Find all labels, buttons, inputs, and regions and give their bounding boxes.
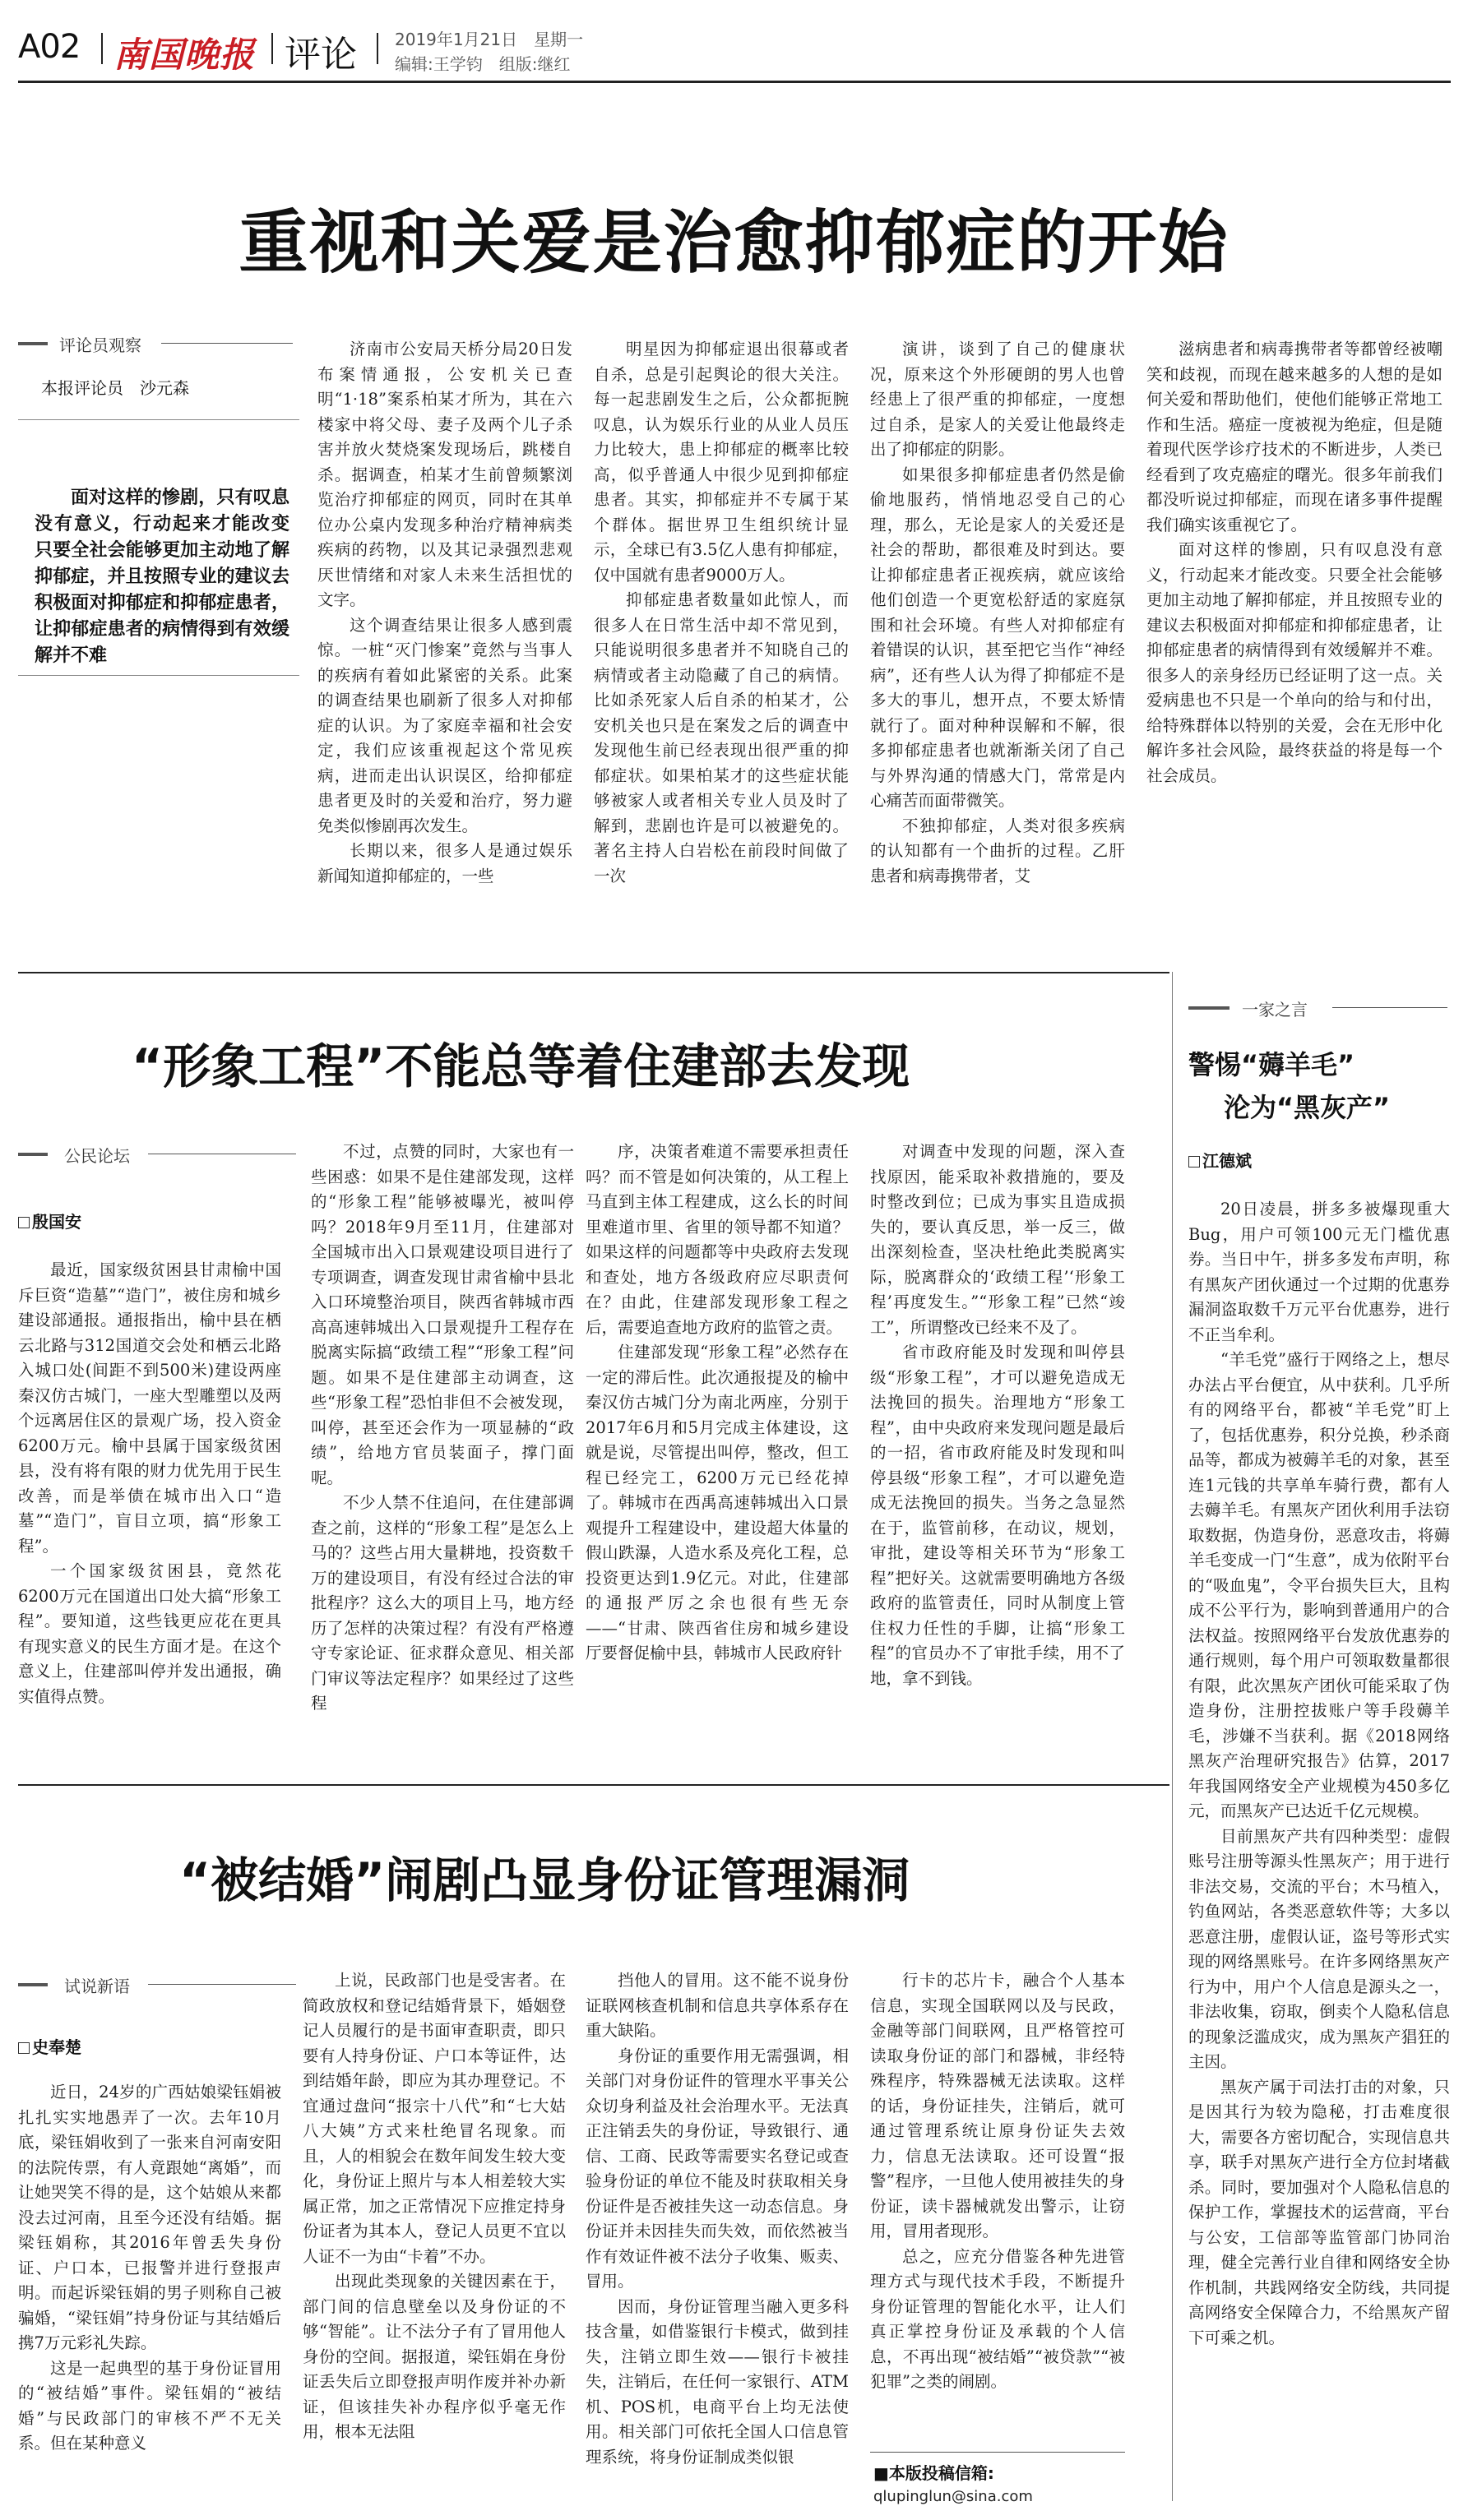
- paragraph: 上说，民政部门也是受害者。在简政放权和登记结婚背景下，婚姻登记人员履行的是书面审查职责，即只要有人持身份证、户口本等证件，达到结婚年龄，即应为其办理登记。不宜通过盘问“报宗十八代”和“七大姑八大姨”方式来杜绝冒名现象。而且，人的相貌会在数年间发生较大变化，身份证上照片与本人相差较大实属正常，加之正常情况下应推定持身份证者为其本人，登记人员更不宜以人证不一为由“卡着”不办。: [303, 1971, 566, 2266]
- article2-column-1: [18, 1258, 281, 1768]
- paragraph: 这个调查结果让很多人感到震惊。一桩“灭门惨案”竟然与当事人的疾病有着如此紧密的关系。此案的调查结果也刷新了很多人对抑郁症的认识。为了家庭幸福和社会安定，我们应该重视起这个常见疾病，进而走出认识误区，给抑郁症患者更及时的关爱和治疗，努力避免类似惨剧再次发生。: [317, 615, 572, 835]
- newspaper-logo: 南国晚报: [113, 35, 256, 75]
- article1-column-tag: 评论员观察: [59, 335, 141, 355]
- header-divider: [377, 33, 378, 64]
- paragraph: 黑灰产属于司法打击的对象，只是因其行为较为隐秘，打击难度很大，需要各方密切配合，实现信息共享，联手对黑灰产进行全方位封堵截杀。同时，要加强对个人隐私信息的保护工作，掌握技术的运营商，平台与公安，工信部等监管部门协同治理，健全完善行业自律和网络安全协作机制，共践网络安全防线，共同提高网络安全保障合力，不给黑灰产留下可乘之机。: [1188, 2077, 1450, 2347]
- paragraph: 明星因为抑郁症退出很幕或者自杀，总是引起舆论的很大关注。每一起悲剧发生之后，公众都扼腕叹息，认为娱乐行业的从业人员压力比较大，患上抑郁症的概率比较高，似乎普通人中很少见到抑郁症患者。其实，抑郁症并不专属于某个群体。据世界卫生组织统计显示，全球已有3.5亿人患有抑郁症，仅中国就有患者9000万人。: [594, 340, 849, 585]
- paragraph: 对调查中发现的问题，深入查找原因，能采取补救措施的，要及时整改到位；已成为事实且造成损失的，要认真反思，举一反三，做出深刻检查，坚决杜绝此类脱离实际，脱离群众的‘政绩工程’‘形象工程’再度发生。”“形象工程”已然“竣工”，所谓整改已经来不及了。: [870, 1142, 1125, 1337]
- article1-column-1: [317, 337, 572, 958]
- paragraph: 因而，身份证管理当融入更多科技含量，如借鉴银行卡模式，做到挂失，注销立即生效——银行卡被挂失，注销后，在任何一家银行、ATM机、POS机，电商平台上均无法使用。相关部门可依托全国人口信息管理系统，将身份证制成类似银: [586, 2296, 849, 2467]
- article1-lead: 面对这样的惨剧，只有叹息没有意义，行动起来才能改变 只要全社会能够更加主动地了解抑郁症，并且按照专业的建议去积极面对抑郁症和抑郁症患者，让抑郁症患者的病情得到有效缓解并不难: [35, 488, 308, 666]
- article4-body: [1188, 1197, 1450, 2509]
- column-tag-bar: [18, 1153, 48, 1156]
- paragraph: 一个国家级贫困县，竟然花6200万元在国道出口处大搞“形象工程”。要知道，这些钱更应花在更具有现实意义的民生方面才是。在这个意义上，住建部叫停并发出通报，确实值得点赞。: [18, 1561, 281, 1706]
- paragraph: 长期以来，很多人是通过娱乐新闻知道抑郁症的，一些: [317, 841, 572, 885]
- article4-headline-line2: 沦为“黑灰产”: [1224, 1092, 1391, 1123]
- article1-column-4: [1146, 337, 1443, 958]
- contribution-label: ■本版投稿信箱:: [873, 2463, 994, 2483]
- paragraph: 面对这样的惨剧，只有叹息没有意义，行动起来才能改变。只要全社会能够更加主动地了解抑郁症，并且按照专业的建议去积极面对抑郁症和抑郁症患者，让抑郁症患者的病情得到有效缓解并不难。很多人的亲身经历已经证明了这一点。关爱病患也不只是一个单向的给与和付出，给特殊群体以特别的关爱，会在无形中化解许多社会风险，最终获益的将是每一个社会成员。: [1146, 540, 1443, 785]
- article2-author: [18, 1209, 81, 1232]
- editor-credits: 编辑:王学钧 组版:继红: [395, 54, 571, 74]
- contribution-rule: [870, 2452, 1125, 2453]
- header-divider: [271, 33, 273, 64]
- article3-column-3: [586, 1968, 849, 2511]
- column-tag-bar: [18, 1983, 48, 1986]
- paragraph: 不过，点赞的同时，大家也有一些困惑：如果不是住建部发现，这样的“形象工程”能够被曝光，被叫停吗？2018年9月至11月，住建部对全国城市出入口景观建设项目进行了专项调查，调查发现甘肃省榆中县北入口环境整治项目，陕西省韩城市西高高速韩城出入口景观提升工程存在脱离实际搞“政绩工程”“形象工程”问题。如果不是住建部主动调查，这些“形象工程”恐怕非但不会被发现，叫停，甚至还会作为一项显赫的“政绩”，给地方官员装面子，撑门面呢。: [311, 1142, 574, 1487]
- author-box-icon: [18, 2042, 30, 2054]
- article1-column-2: [594, 337, 849, 958]
- article2-column-2: [311, 1140, 574, 1764]
- paragraph: 如果很多抑郁症患者仍然是偷偷地服药，悄悄地忍受自己的心理，那么，无论是家人的关爱还是社会的帮助，都很难及时到达。要让抑郁症患者正视疾病，就应该给他们创造一个更宽松舒适的家庭氛围和社会环境。有些人对抑郁症有着错误的认识，甚至把它当作“神经病”，还有些人认为得了抑郁症不是多大的事儿，想开点，不要太矫情就行了。面对种种误解和不解，很多抑郁症患者也就渐渐关闭了自己与外界沟通的情感大门，常常是内心痛苦而面带微笑。: [870, 465, 1125, 810]
- article3-column-2: [303, 1968, 566, 2511]
- column-tag-bar: [18, 342, 48, 345]
- paragraph: 抑郁症患者数量如此惊人，而很多人在日常生活中却不常见到，只能说明很多患者并不知晓自己的病情或者主动隐藏了自己的病情。比如杀死家人后自杀的柏某才，公安机关也只是在案发之后的调查中发现他生前已经表现出很严重的抑郁症状。如果柏某才的这些症状能够被家人或者相关专业人员及时了解到，悲剧也许是可以被避免的。著名主持人白岩松在前段时间做了一次: [594, 590, 849, 885]
- section-rule: [18, 972, 1169, 973]
- sidebar-divider: [1172, 972, 1173, 2501]
- section-rule: [18, 1784, 1169, 1786]
- author-box-icon: [18, 1217, 30, 1228]
- paragraph: 演讲，谈到了自己的健康状况，原来这个外形硬朗的男人也曾经患上了很严重的抑郁症，一度想过自杀，是家人的关爱让他最终走出了抑郁症的阴影。: [870, 340, 1125, 459]
- column-tag-rule: [161, 343, 293, 344]
- paragraph: 身份证的重要作用无需强调，相关部门对身份证件的管理水平事关公众切身利益及社会治理水平。无法真正注销丢失的身份证，导致银行、通信、工商、民政等需要实名登记或查验身份证的单位不能及时获取相关身份证件是否被挂失这一动态信息。身份证并未因挂失而失效，而依然被当作有效证件被不法分子收集、贩卖、冒用。: [586, 2046, 849, 2291]
- article1-headline: 重视和关爱是治愈抑郁症的开始: [238, 202, 1230, 283]
- column-tag-rule: [1332, 1007, 1447, 1008]
- author-box-icon: [1188, 1156, 1200, 1168]
- header-rule: [18, 81, 1451, 83]
- paragraph: 省市政府能及时发现和叫停县级“形象工程”，才可以避免造成无法挽回的损失。治理地方“形象工程”，由中央政府来发现问题是最后的一招，省市政府能及时发现和叫停县级“形象工程”，才可以避免造成无法挽回的损失。当务之急显然在于，监管前移，在动议，规划，审批，建设等相关环节为“形象工程”把好关。这就需要明确地方各级政府的监管责任，同时从制度上管住权力任性的手脚，让搞“形象工程”的官员办不了审批手续，用不了地，拿不到钱。: [870, 1343, 1125, 1688]
- article2-column-3: [586, 1140, 849, 1764]
- paragraph: 行卡的芯片卡，融合个人基本信息，实现全国联网以及与民政，金融等部门间联网，且严格管控可读取身份证的部门和器械，非经特殊程序，特殊器械无法读取。这样的话，身份证挂失，注销后，就可通过管理系统让原身份证失去效力，信息无法读取。还可设置“报警”程序，一旦他人使用被挂失的身份证，读卡器械就发出警示，让窃用，冒用者现形。: [870, 1971, 1125, 2240]
- column-tag-bar: [1188, 1006, 1230, 1010]
- article2-headline: “形象工程”不能总等着住建部去发现: [132, 1038, 910, 1094]
- article2-column-tag: 公民论坛: [64, 1146, 130, 1166]
- issue-date: 2019年1月21日 星期一: [395, 30, 584, 49]
- paragraph: 近日，24岁的广西姑娘梁钰娟被扎扎实实地愚弄了一次。去年10月底，梁钰娟收到了一张来自河南安阳的法院传票，有人竟跟她“离婚”，而让她哭笑不得的是，这个姑娘从来都没去过河南，且至今还没有结婚。据梁钰娟称，其2016年曾丢失身份证、户口本，已报警并进行登报声明。而起诉梁钰娟的男子则称自己被骗婚，“梁钰娟”持身份证与其结婚后携7万元彩礼失踪。: [18, 2083, 281, 2352]
- paragraph: 序，决策者难道不需要承担责任吗？而不管是如何决策的，从工程上马直到主体工程建成，这么长的时间里难道市里、省里的领导都不知道？如果这样的问题都等中央政府去发现和查处，地方各级政府应尽职责何在？由此，住建部发现形象工程之后，需要追查地方政府的监管之责。: [586, 1142, 849, 1337]
- article2-column-4: [870, 1140, 1125, 1764]
- paragraph: 目前黑灰产共有四种类型：虚假账号注册等源头性黑灰产；用于进行非法交易，交流的平台；木马植入，钓鱼网站，各类恶意软件等；大多以恶意注册，虚假认证，盗号等形式实现的网络黑账号。在许多网络黑灰产行为中，用户个人信息是源头之一，非法收集，窃取，倒卖个人隐私信息的现象泛滥成灾，成为黑灰产猖狂的主因。: [1188, 1826, 1450, 2071]
- paragraph: 20日凌晨，拼多多被爆现重大Bug，用户可领100元无门槛优惠券。当日中午，拼多多发布声明，称有黑灰产团伙通过一个过期的优惠券漏洞盗取数千万元平台优惠券，进行不正当牟利。: [1188, 1200, 1450, 1344]
- article2-author-name: 殷国安: [32, 1212, 81, 1232]
- article1-column-3: [870, 337, 1125, 958]
- paragraph: 济南市公安局天桥分局20日发布案情通报，公安机关已查明“1·18”案系柏某才所为，其在六楼家中将父母、妻子及两个儿子杀害并放火焚烧案发现场后，跳楼自杀。据调查，柏某才生前曾频繁浏览治疗抑郁症的网页，同时在其单位办公桌内发现多种治疗精神病类疾病的药物，以及其记录强烈悲观厌世情绪和对家人未来生活担忧的文字。: [317, 340, 572, 609]
- article3-author-name: 史奉楚: [32, 2037, 81, 2057]
- paragraph: 总之，应充分借鉴各种先进管理方式与现代技术手段，不断提升身份证管理的智能化水平，让人们真正掌控身份证及承载的个人信息，不再出现“被结婚”“被贷款”“被犯罪”之类的闹剧。: [870, 2246, 1125, 2391]
- paragraph: 住建部发现“形象工程”必然存在一定的滞后性。此次通报提及的榆中秦汉仿古城门分为南北两座，分别于2017年6月和5月完成主体建设，这就是说，尽管提出叫停，整改，但工程已经完工，6200万元已经花掉了。韩城市在西禹高速韩城出入口景观提升工程建设中，建设超大体量的假山跌瀑，人造水系及亮化工程，总投资更达到1.9亿元。对此，住建部的通报严厉之余也很有些无奈——“甘肃、陕西省住房和城乡建设厅要督促榆中县，韩城市人民政府针: [586, 1343, 849, 1662]
- paragraph: “羊毛党”盛行于网络之上，想尽办法占平台便宜，从中获利。几乎所有的网络平台，都被“羊毛党”盯上了，包括优惠券，积分兑换，秒杀商品等，都成为被薅羊毛的对象，甚至连1元钱的共享单车骑行费，都有人去薅羊毛。有黑灰产团伙利用手法窃取数据，伪造身份，恶意攻击，将薅羊毛变成一门“生意”，成为依附平台的“吸血鬼”，令平台损失巨大，且构成不公平行为，影响到普通用户的合法权益。按照网络平台发放优惠券的通行规则，每个用户可领取数量都很有限，此次黑灰产团伙可能采取了伪造身份，注册控拔账户等手段薅羊毛，涉嫌不当获利。据《2018网络黑灰产治理研究报告》估算，2017年我国网络安全产业规模为450多亿元，而黑灰产已达近千亿元规模。: [1188, 1350, 1450, 1820]
- article3-author: [18, 2034, 81, 2058]
- header-divider: [101, 33, 103, 64]
- article4-author: [1188, 1148, 1252, 1172]
- paragraph: 挡他人的冒用。这不能不说身份证联网核查机制和信息共享体系存在重大缺陷。: [586, 1971, 849, 2040]
- paragraph: 不独抑郁症，人类对很多疾病的认知都有一个曲折的过程。乙肝患者和病毒携带者，艾: [870, 816, 1125, 885]
- paragraph: 出现此类现象的关键因素在于，部门间的信息壁垒以及身份证的不够“智能”。让不法分子有了冒用他人身份的空间。据报道，梁钰娟在身份证丢失后立即登报声明作废并补办新证，但该挂失补办程序似乎毫无作用，根本无法阻: [303, 2272, 566, 2441]
- section-name: 评论: [285, 34, 357, 76]
- article3-column-tag: 试说新语: [64, 1977, 130, 1996]
- article4-column-tag: 一家之言: [1242, 1000, 1308, 1020]
- paragraph: 最近，国家级贫困县甘肃榆中国斥巨资“造墓”“造门”，被住房和城乡建设部通报。通报指出，榆中县在栖云北路与312国道交会处和栖云北路入城口处(间距不到500米)建设两座秦汉仿古城门，一座大型雕塑以及两个远离居住区的景观广场，投入资金6200万元。榆中县属于国家级贫困县，没有将有限的财力优先用于民生改善，而是举债在城市出入口“造墓”“造门”，盲目立项，搞“形象工程”。: [18, 1260, 281, 1556]
- paragraph: 不少人禁不住追问，在住建部调查之前，这样的“形象工程”是怎么上马的？这些占用大量耕地，投资数千万的建设项目，有没有经过合法的审批程序？这么大的项目上马，地方经历了怎样的决策过程？有没有严格遵守专家论证、征求群众意见、相关部门审议等法定程序？如果经过了这些程: [311, 1493, 574, 1713]
- article3-headline: “被结婚”闹剧凸显身份证管理漏洞: [179, 1852, 910, 1908]
- page-number: A02: [18, 28, 81, 66]
- article1-byline: 本报评论员 沙元森: [41, 378, 189, 398]
- article4-headline-line1: 警惕“薅羊毛”: [1188, 1049, 1355, 1080]
- article4-author-name: 江德斌: [1202, 1151, 1252, 1171]
- column-tag-rule: [148, 1984, 296, 1985]
- contribution-email: qlupinglun@sina.com: [873, 2488, 1033, 2505]
- article3-column-1: [18, 2080, 281, 2508]
- paragraph: 这是一起典型的基于身份证冒用的“被结婚”事件。梁钰娟的“被结婚”与民政部门的审核不严不无关系。但在某种意义: [18, 2358, 281, 2453]
- article3-column-4: [870, 1968, 1125, 2445]
- paragraph: 滋病患者和病毒携带者等都曾经被嘲笑和歧视，而现在越来越多的人想的是如何关爱和帮助他们，使他们能够正常地工作和生活。癌症一度被视为绝症，但是随着现代医学诊疗技术的不断进步，人类已经看到了攻克癌症的曙光。很多年前我们都没听说过抑郁症，而现在诸多事件提醒我们确实该重视它了。: [1146, 340, 1443, 534]
